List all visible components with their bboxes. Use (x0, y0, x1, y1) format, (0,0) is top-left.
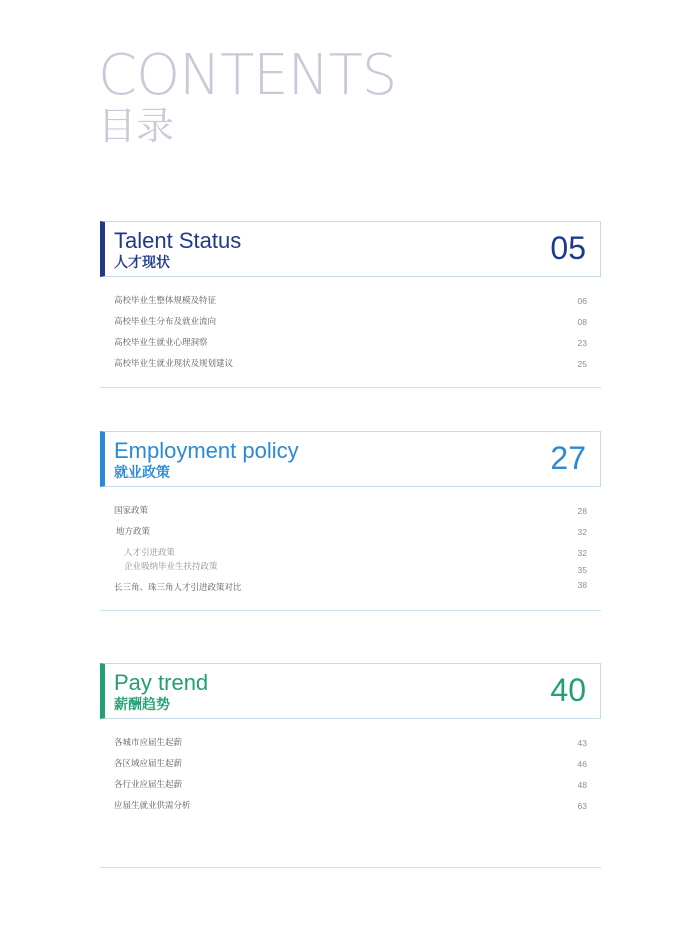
toc-item-page: 63 (577, 801, 587, 811)
toc-item[interactable] (114, 358, 587, 372)
toc-item-page: 48 (577, 780, 587, 790)
toc-subitem[interactable] (114, 561, 587, 575)
toc-item-page: 06 (577, 296, 587, 306)
contents-title-zh: 目录 (98, 104, 175, 148)
toc-item[interactable] (114, 337, 587, 351)
toc-item-page: 46 (577, 759, 587, 769)
section-header[interactable] (100, 663, 601, 719)
section-title-en: Talent Status (114, 228, 242, 253)
section-page-number: 40 (550, 672, 586, 708)
toc-item-label: 高校毕业生就业心理洞察 (114, 338, 208, 348)
toc-item-label: 地方政策 (116, 527, 151, 537)
toc-item-label: 高校毕业生整体规模及特征 (114, 296, 217, 306)
toc-item-page: 38 (577, 580, 587, 590)
contents-title-en: CONTENTS (98, 43, 397, 108)
section-page-number: 27 (550, 440, 586, 476)
toc-subitem-page: 35 (577, 565, 587, 575)
toc-item-page: 43 (577, 738, 587, 748)
toc-subitem-page: 32 (577, 548, 587, 558)
toc-list (100, 277, 601, 388)
toc-item-label: 长三角、珠三角人才引进政策对比 (114, 583, 242, 593)
toc-item[interactable] (114, 526, 587, 540)
toc-subitem-label: 人才引进政策 (124, 548, 176, 558)
toc-list (100, 487, 601, 611)
section-title-zh: 就业政策 (114, 465, 170, 481)
toc-item[interactable] (114, 295, 587, 309)
section-title-zh: 薪酬趋势 (114, 697, 170, 713)
toc-item-label: 各城市应届生起薪 (114, 738, 183, 748)
toc-item-label: 国家政策 (114, 506, 149, 516)
toc-item[interactable] (114, 505, 587, 519)
toc-item-label: 应届生就业供需分析 (114, 801, 191, 811)
toc-subitem[interactable] (114, 547, 587, 561)
section-title-zh: 人才现状 (114, 255, 170, 271)
toc-list (100, 719, 601, 868)
section-pay-trend (100, 663, 601, 868)
toc-item[interactable] (114, 800, 587, 814)
toc-item-page: 08 (577, 317, 587, 327)
toc-item-page: 28 (577, 506, 587, 516)
toc-item[interactable] (114, 582, 587, 596)
section-page-number: 05 (550, 230, 586, 266)
toc-item-label: 高校毕业生分布及就业流向 (114, 317, 217, 327)
toc-item[interactable] (114, 316, 587, 330)
toc-item[interactable] (114, 758, 587, 772)
toc-item-label: 各行业应届生起薪 (114, 780, 183, 790)
section-employment-policy (100, 431, 601, 611)
section-header[interactable] (100, 431, 601, 487)
toc-item-label: 高校毕业生就业现状及规划建议 (114, 359, 234, 369)
section-title-en: Pay trend (114, 670, 209, 695)
toc-subitem-label: 企业吸纳毕业生扶持政策 (124, 562, 218, 572)
toc-item-page: 32 (577, 527, 587, 537)
toc-item[interactable] (114, 779, 587, 793)
toc-item-page: 23 (577, 338, 587, 348)
section-talent-status (100, 221, 601, 388)
toc-item[interactable] (114, 737, 587, 751)
section-title-en: Employment policy (114, 438, 299, 463)
section-header[interactable] (100, 221, 601, 277)
toc-item-page: 25 (577, 359, 587, 369)
toc-item-label: 各区域应届生起薪 (114, 759, 183, 769)
